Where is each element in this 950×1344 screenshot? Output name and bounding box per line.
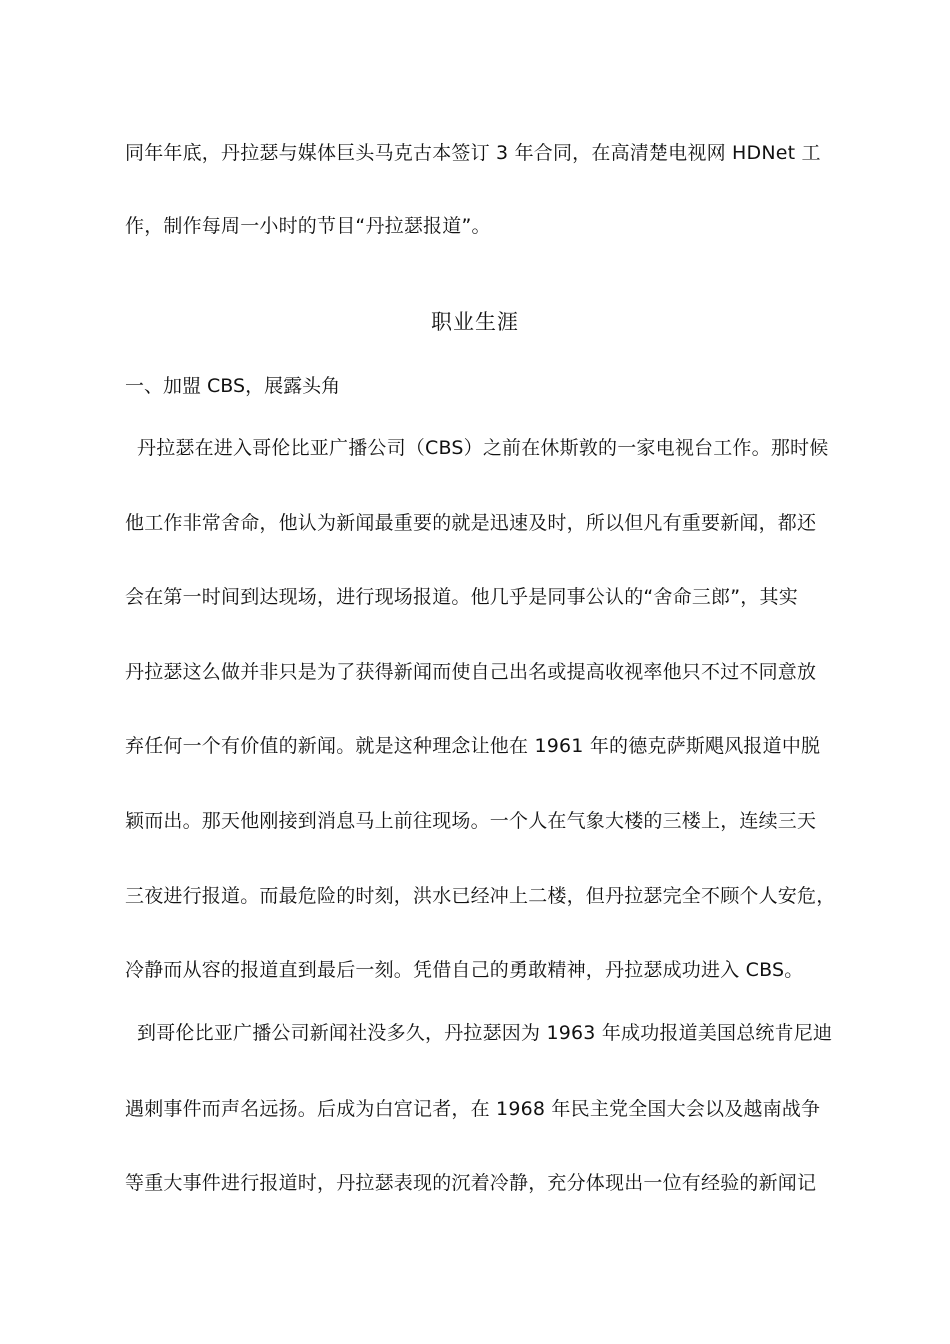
paragraph1-line-7: 三夜进行报道。而最危险的时刻，洪水已经冲上二楼，但丹拉瑟完全不顾个人安危，	[125, 885, 836, 907]
intro-line-2: 作，制作每周一小时的节目“丹拉瑟报道”。	[125, 215, 491, 237]
paragraph1-line-1: 丹拉瑟在进入哥伦比亚广播公司（CBS）之前在休斯敦的一家电视台工作。那时候	[137, 437, 829, 459]
paragraph1-line-5: 弃任何一个有价值的新闻。就是这种理念让他在 1961 年的德克萨斯飓风报道中脱	[125, 735, 821, 757]
subsection-title: 一、加盟 CBS，展露头角	[125, 375, 341, 397]
paragraph2-line-3: 等重大事件进行报道时，丹拉瑟表现的沉着冷静，充分体现出一位有经验的新闻记	[125, 1172, 817, 1194]
paragraph1-line-6: 颖而出。那天他刚接到消息马上前往现场。一个人在气象大楼的三楼上，连续三天	[125, 810, 817, 832]
paragraph2-line-1: 到哥伦比亚广播公司新闻社没多久，丹拉瑟因为 1963 年成功报道美国总统肯尼迪	[137, 1022, 833, 1044]
section-title: 职业生涯	[431, 310, 519, 334]
paragraph1-line-3: 会在第一时间到达现场，进行现场报道。他几乎是同事公认的“舍命三郎”，其实	[125, 586, 798, 608]
paragraph1-line-4: 丹拉瑟这么做并非只是为了获得新闻而使自己出名或提高收视率他只不过不同意放	[125, 661, 817, 683]
paragraph1-line-2: 他工作非常舍命，他认为新闻最重要的就是迅速及时，所以但凡有重要新闻，都还	[125, 512, 817, 534]
paragraph1-line-8: 冷静而从容的报道直到最后一刻。凭借自己的勇敢精神，丹拉瑟成功进入 CBS。	[125, 959, 804, 981]
intro-line-1: 同年年底，丹拉瑟与媒体巨头马克古本签订 3 年合同，在高清楚电视网 HDNet 工	[125, 142, 821, 164]
paragraph2-line-2: 遇刺事件而声名远扬。后成为白宫记者，在 1968 年民主党全国大会以及越南战争	[125, 1098, 821, 1120]
